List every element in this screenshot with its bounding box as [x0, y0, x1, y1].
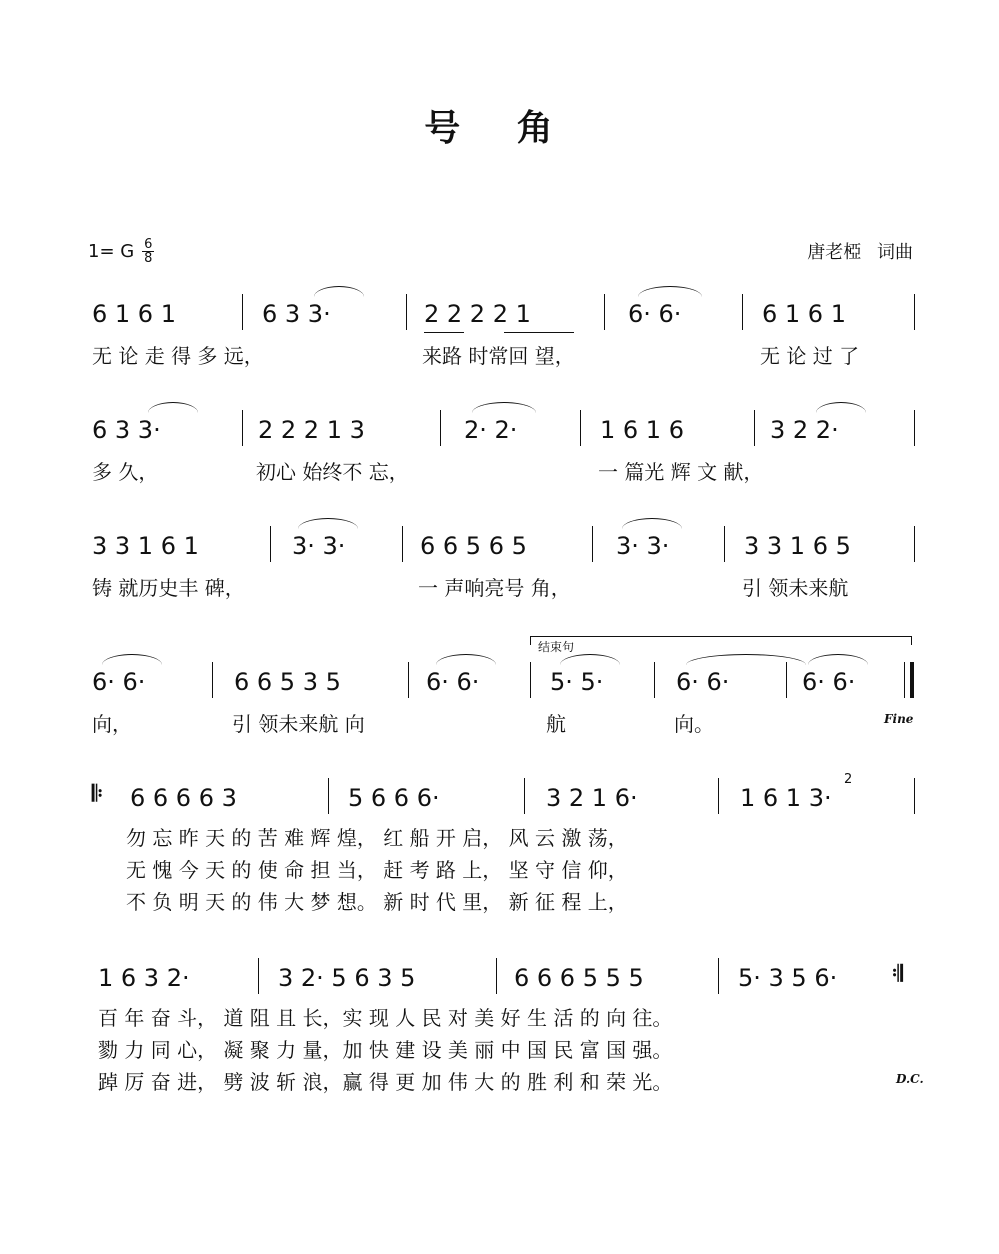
repeat-end-sign: 𝄇 [892, 962, 903, 987]
measure: 6· 6· [676, 668, 730, 696]
key-signature [88, 238, 154, 265]
notes-line [92, 660, 922, 720]
volta-label: 结束句 [538, 640, 575, 654]
measure: 6 3 3· [92, 416, 161, 444]
fine-marking: Fine [884, 712, 914, 726]
measure: 1 6 1 3· [740, 784, 832, 812]
notes-line [92, 408, 922, 468]
measure: 6· 6· [426, 668, 480, 696]
measure: 1 6 1 6 [600, 416, 684, 444]
measure: 3 3 1 6 5 [744, 532, 851, 560]
measure: 3 2 2· [770, 416, 839, 444]
measure: 6· 6· [628, 300, 682, 328]
repeat-start-sign: 𝄆 [92, 782, 103, 807]
measure: 2· 2· [464, 416, 518, 444]
measure: 6 3 3· [262, 300, 331, 328]
measure: 3· 3· [292, 532, 346, 560]
measure: 6 6 6 6 3 [130, 784, 237, 812]
measure: 2 2 2 2 1 [424, 300, 531, 328]
volta-bracket [530, 636, 912, 645]
measure: 1 6 3 2· [98, 964, 190, 992]
measure: 6 1 6 1 [762, 300, 846, 328]
measure: 5 6 6 6· [348, 784, 440, 812]
measure: 6 6 6 5 5 5 [514, 964, 644, 992]
measure: 3 3 1 6 1 [92, 532, 199, 560]
measure: 6 6 5 3 5 [234, 668, 341, 696]
measure: 3· 3· [616, 532, 670, 560]
measure: 6 6 5 6 5 [420, 532, 527, 560]
key-label: 1= G [88, 241, 135, 262]
measure: 6· 6· [802, 668, 856, 696]
measure: 3 2· 5 6 3 5 [278, 964, 416, 992]
measure: 5· 5· [550, 668, 604, 696]
measure: 3 2 1 6· [546, 784, 638, 812]
measure: 2 2 2 1 3 [258, 416, 365, 444]
grace-note: 2 [844, 772, 853, 787]
measure: 5· 3 5 6· [738, 964, 838, 992]
page-title: 号 角 [424, 108, 575, 149]
measure: 6 1 6 1 [92, 300, 176, 328]
time-signature: 6 8 [144, 237, 153, 266]
measure: 6· 6· [92, 668, 146, 696]
dc-marking: D.C. [896, 1072, 924, 1086]
composer-credit: 唐老椏 词曲 [807, 242, 913, 263]
